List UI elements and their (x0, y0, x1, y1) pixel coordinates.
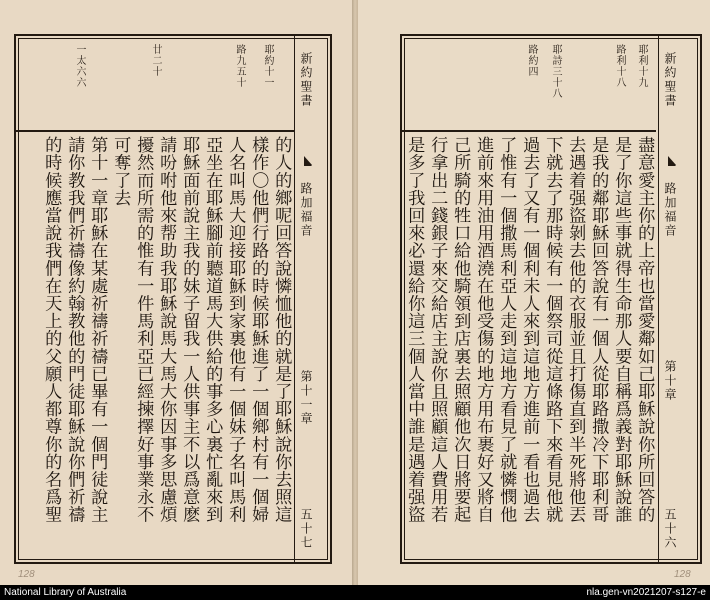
right-body-column: 盡意愛主你的上帝也當愛鄰如己耶穌說你所回答的 (634, 136, 655, 524)
left-pencil-mark: 128 (18, 569, 35, 580)
left-reference-note: 耶約十一 (262, 44, 273, 88)
ornament-icon (303, 156, 313, 166)
left-body-column: 樣作〇他們行路的時候耶穌進了一個鄉村有一個婦 (248, 136, 269, 524)
right-reference-divider (400, 130, 656, 132)
right-body-column: 是了你這些事就得生命那人要自稱爲義對耶穌說誰 (611, 136, 632, 524)
left-body-column: 人名叫馬大迎接耶穌到家裏他有一個妹子名叫馬利 (225, 136, 246, 524)
ornament-icon (667, 156, 677, 166)
left-reference-note: 廿二十 (150, 44, 161, 77)
left-body-column-chapter-start: 第十一章耶穌在某處祈禱祈禱已畢有一個門徒說主 (87, 136, 108, 524)
left-reference-note: 一太六六 (74, 44, 85, 88)
right-body-column: 下就去了那時候有一個祭司從這條路下來看見他就 (542, 136, 563, 524)
right-reference-note: 耶詩三十八 (550, 44, 561, 99)
right-running-title: 新約聖書 (663, 52, 677, 108)
right-reference-note: 耶利十九 (636, 44, 647, 88)
left-body-column: 請你教我們祈禱像約翰教他的門徒耶穌說你們祈禱 (64, 136, 85, 524)
left-body-column: 擾然而所需的惟有一件馬利亞已經揀擇好事業永不 (133, 136, 154, 524)
left-side-divider (294, 34, 295, 562)
left-body-column: 的時候應當說我們在天上的父願人都尊你的名爲聖 (41, 136, 62, 524)
left-body-column: 耶穌面前說主我的妹子留我一人供事主不以爲意麽 (179, 136, 200, 524)
right-chapter-label: 第十章 (663, 360, 677, 402)
left-body-column: 可奪了去 (110, 136, 131, 207)
right-body-column: 行拿出二錢銀子來交給店主說你且照顧這人費用若 (427, 136, 448, 524)
right-book-title: 路加福音 (663, 182, 677, 238)
right-page (358, 0, 710, 585)
right-side-divider (658, 34, 659, 562)
right-body-column: 己所騎的牲口給他騎領到店裏去照顧他次日將要起 (450, 136, 471, 524)
right-body-column: 過去了又有一個利未人來到這地方進前一看也過去 (519, 136, 540, 524)
attribution-bar (0, 585, 710, 600)
right-body-column: 是我的鄰耶穌回答說有一個人從耶路撒冷下耶利哥 (588, 136, 609, 524)
left-reference-divider (14, 130, 294, 132)
left-body-column: 請吩咐他來帮助我耶穌說馬大馬大你因事多思慮煩 (156, 136, 177, 524)
library-credit: National Library of Australia (4, 587, 127, 598)
left-chapter-label: 第十一章 (299, 370, 313, 426)
right-body-column: 進前來用油用酒澆在他受傷的地方用布裹好又將自 (473, 136, 494, 524)
left-page-number: 五十七 (299, 508, 313, 550)
right-page-number: 五十六 (663, 508, 677, 550)
right-reference-note: 路利十八 (614, 44, 625, 88)
right-reference-note: 路約四 (526, 44, 537, 77)
right-body-column: 是多了我回來必還給你這三個人當中誰是遇着强盜 (404, 136, 425, 524)
left-running-title: 新約聖書 (299, 52, 313, 108)
right-body-column: 去遇着强盜剝去他的衣服並且打傷直到半死將他丟 (565, 136, 586, 524)
item-identifier: nla.gen-vn2021207-s127-e (586, 587, 706, 598)
left-book-title: 路加福音 (299, 182, 313, 238)
left-body-column: 的人的鄉呢回答說憐恤他的就是了耶穌說你去照這 (271, 136, 292, 524)
right-pencil-mark: 128 (674, 569, 691, 580)
left-body-column: 亞坐在耶穌腳前聽道馬大供給的事多心裏忙亂來到 (202, 136, 223, 524)
left-reference-note: 路九五十 (234, 44, 245, 88)
right-body-column: 了惟有一個撒馬利亞人走到這地方看見了就憐憫他 (496, 136, 517, 524)
left-page (0, 0, 352, 585)
